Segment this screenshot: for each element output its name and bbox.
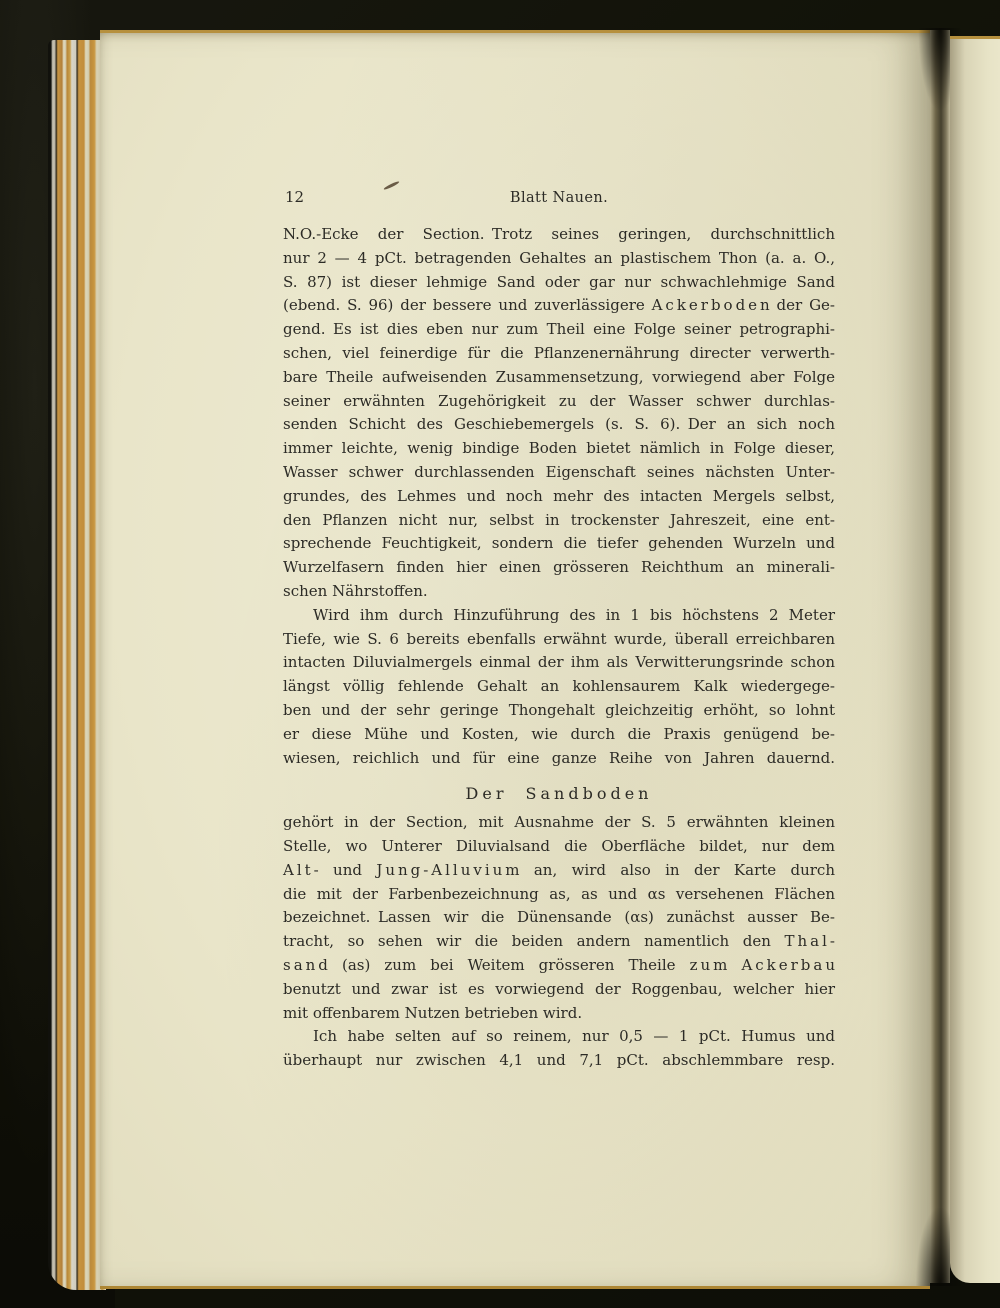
text-line: ben und der sehr geringe Thongehalt gleichzeitig erhöht, so lohnt [283,700,835,719]
paragraph-1 [283,223,835,580]
text-line: s a n d (as) zum bei Weitem grösseren Theile z u m A c k e r b a u [283,955,835,974]
text-line: längst völlig fehlende Gehalt an kohlensaurem Kalk wiedergege- [283,677,835,696]
text-line: Wird ihm durch Hinzuführung des in 1 bis höchstens 2 Meter [313,605,835,624]
book-page [100,30,930,1289]
text-line: tracht, so sehen wir die beiden andern namentlich den T h a l - [283,932,835,951]
paragraph-3-last-line: mit offenbarem Nutzen betrieben wird. [283,1003,583,1022]
page-text-block [283,186,835,1073]
paragraph-3 [283,811,835,1001]
text-line: überhaupt nur zwischen 4,1 und 7,1 pCt. abschlemmbare resp. [283,1051,835,1070]
text-line: den Pflanzen nicht nur, selbst in trockenster Jahreszeit, eine ent- [283,510,835,529]
text-line: die mit der Farbenbezeichnung as, as und αs versehenen Flächen [283,884,835,903]
paragraph-1-last-line: schen Nährstoffen. [283,581,428,600]
text-line: er diese Mühe und Kosten, wie durch die Praxis genügend be- [283,724,835,743]
text-line: seiner erwähnten Zugehörigkeit zu der Wasser schwer durchlas- [283,391,835,410]
section-heading: Der Sandboden [465,784,653,804]
text-line: Wurzelfasern finden hier einen grösseren Reichthum an minerali- [283,558,835,577]
text-line: Ich habe selten auf so reinem, nur 0,5 — 1 pCt. Humus und [313,1027,835,1046]
text-line: schen, viel feinerdige für die Pflanzenernährung directer verwerth- [283,343,835,362]
text-line: S. 87) ist dieser lehmige Sand oder gar nur schwachlehmige Sand [283,272,835,291]
page-fore-edges [48,40,106,1290]
text-line: A l t - und J u n g - A l l u v i u m an, wird also in der Karte durch [283,860,835,879]
text-line: grundes, des Lehmes und noch mehr des intacten Mergels selbst, [283,486,835,505]
page-number: 12 [285,188,305,206]
paragraph-2 [283,604,835,771]
text-line: nur 2 — 4 pCt. betragenden Gehaltes an plastischem Thon (a. a. O., [283,248,835,267]
text-line: Wasser schwer durchlassenden Eigenschaft seines nächsten Unter- [283,462,835,481]
text-line: (ebend. S. 96) der bessere und zuverlässigere A c k e r b o d e n der Ge- [283,296,835,315]
book-gutter [930,30,950,1283]
text-line: Tiefe, wie S. 6 bereits ebenfalls erwähnt wurde, überall erreichbaren [283,629,835,648]
text-line: intacten Diluvialmergels einmal der ihm als Verwitterungsrinde schon [283,653,835,672]
paragraph-4 [283,1025,835,1073]
text-line: sprechende Feuchtigkeit, sondern die tiefer gehenden Wurzeln und [283,534,835,553]
text-line: gehört in der Section, mit Ausnahme der S. 5 erwähnten kleinen [283,813,835,832]
text-line: bare Theile aufweisenden Zusammensetzung, vorwiegend aber Folge [283,367,835,386]
page-header [283,186,835,210]
text-line: bezeichnet. Lassen wir die Dünensande (αs) zunächst ausser Be- [283,908,835,927]
text-line: Stelle, wo Unterer Diluvialsand die Oberfläche bildet, nur dem [283,836,835,855]
text-line: wiesen, reichlich und für eine ganze Reihe von Jahren dauernd. [283,748,835,767]
text-line: N.O.-Ecke der Section. Trotz seines geringen, durchschnittlich [283,225,835,243]
text-line: gend. Es ist dies eben nur zum Theil eine Folge seiner petrographi- [283,320,835,339]
text-line: immer leichte, wenig bindige Boden bietet nämlich in Folge dieser, [283,439,835,458]
facing-page-sliver [950,36,1000,1283]
running-title: Blatt Nauen. [509,190,609,206]
text-line: senden Schicht des Geschiebemergels (s. S. 6). Der an sich noch [283,415,835,434]
text-line: benutzt und zwar ist es vorwiegend der Roggenbau, welcher hier [283,979,835,998]
